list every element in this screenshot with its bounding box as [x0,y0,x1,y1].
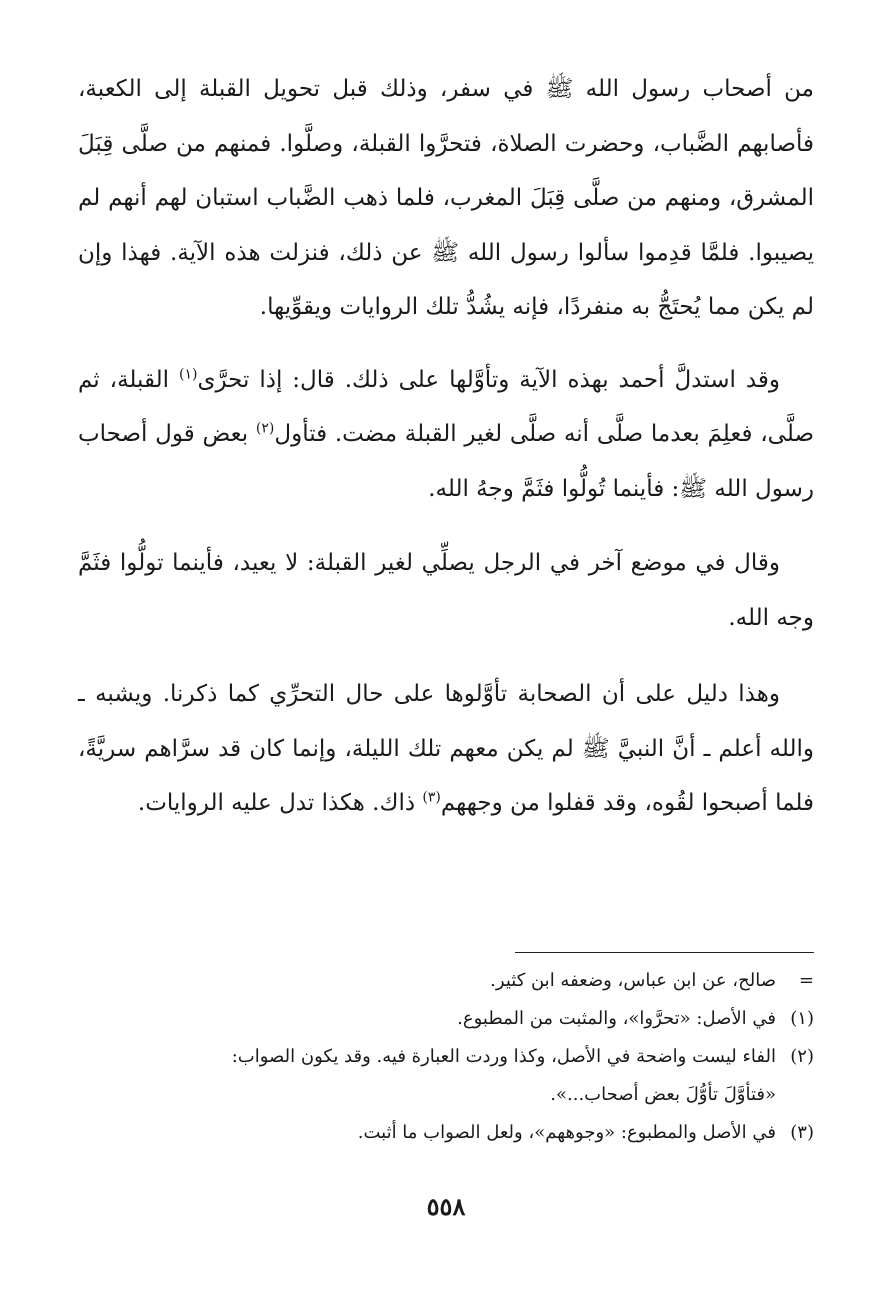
footnote-mark: = [798,970,814,991]
paragraph-4 [78,667,814,831]
footnote-text: الفاء ليست واضحة في الأصل، وكذا وردت العبارة فيه. وقد يكون الصواب: [231,1046,776,1067]
footnotes [78,962,814,1152]
footnote-text: صالح، عن ابن عباس، وضعفه ابن كثير. [490,970,776,991]
paragraph-2-part-2: القبلة، ثم صلَّى، فعلِمَ بعدما صلَّى أنه صلَّى لغير القبلة مضت. فتأول [78,366,814,447]
footnote-ref-2[interactable]: (٢) [255,420,275,437]
footnote-text: في الأصل: «تحرَّوا»، والمثبت من المطبوع. [457,1008,776,1029]
paragraph-3: وقال في موضع آخر في الرجل يصلِّي لغير القبلة: لا يعيد، فأينما تولُّوا فثَمَّ وجه الله. [78,550,814,631]
footnote-divider [515,952,814,953]
footnote-mark: (٣) [790,1122,814,1143]
paragraph-2-part-1: وقد استدلَّ أحمد بهذه الآية وتأوَّلها على ذلك. قال: إذا تحرَّى [197,366,780,393]
footnote-mark: (٢) [790,1046,814,1067]
footnote-ref-1[interactable]: (١) [178,365,198,382]
page-number: ٥٥٨ [426,1192,466,1221]
footnote-1 [78,1000,814,1038]
footnote-continuation [78,962,814,1000]
paragraph-4-part-1: وهذا دليل على أن الصحابة تأوَّلوها على حال التحرِّي كما ذكرنا. ويشبه ـ والله أعلم ـ أنَّ النبيَّ ﷺ لم يكن معهم تلك الليلة، وإنما كان قد سرَّاهم سريَّةً، فلما أصبحوا لقُوه، وقد قفلوا من وجههم [78,681,814,816]
footnote-3 [78,1114,814,1152]
footnote-mark: (١) [790,1008,814,1029]
paragraph-2 [78,353,814,517]
paragraph-2-part-3: بعض قول أصحاب رسول الله ﷺ: فأينما تُولُّوا فثَمَّ وجهُ الله. [78,421,814,502]
paragraph-1: من أصحاب رسول الله ﷺ في سفر، وذلك قبل تحويل القبلة إلى الكعبة، فأصابهم الضَّباب، وحضرت الصلاة، فتحرَّوا القبلة، وصلَّوا. فمنهم من صلَّى قِبَلَ المشرق، ومنهم من صلَّى قِبَلَ المغرب، فلما ذهب الضَّباب استبان لهم أنهم لم يصيبوا. فلمَّا قدِموا سألوا رسول الله ﷺ عن ذلك، فنزلت هذه الآية. فهذا وإن لم يكن مما يُحتَجُّ به منفردًا، فإنه يشُدُّ تلك الروايات ويقوِّيها. [78,76,814,320]
footnote-ref-3[interactable]: (٣) [422,789,441,806]
main-text [78,62,814,831]
footnote-text: في الأصل والمطبوع: «وجوههم»، ولعل الصواب ما أثبت. [357,1122,776,1143]
footnote-2-continuation: «فتأوَّلَ تأوُّلَ بعض أصحاب...». [550,1084,776,1105]
footnote-2 [78,1038,814,1076]
paragraph-4-part-2: ذاك. هكذا تدل عليه الروايات. [137,790,423,816]
